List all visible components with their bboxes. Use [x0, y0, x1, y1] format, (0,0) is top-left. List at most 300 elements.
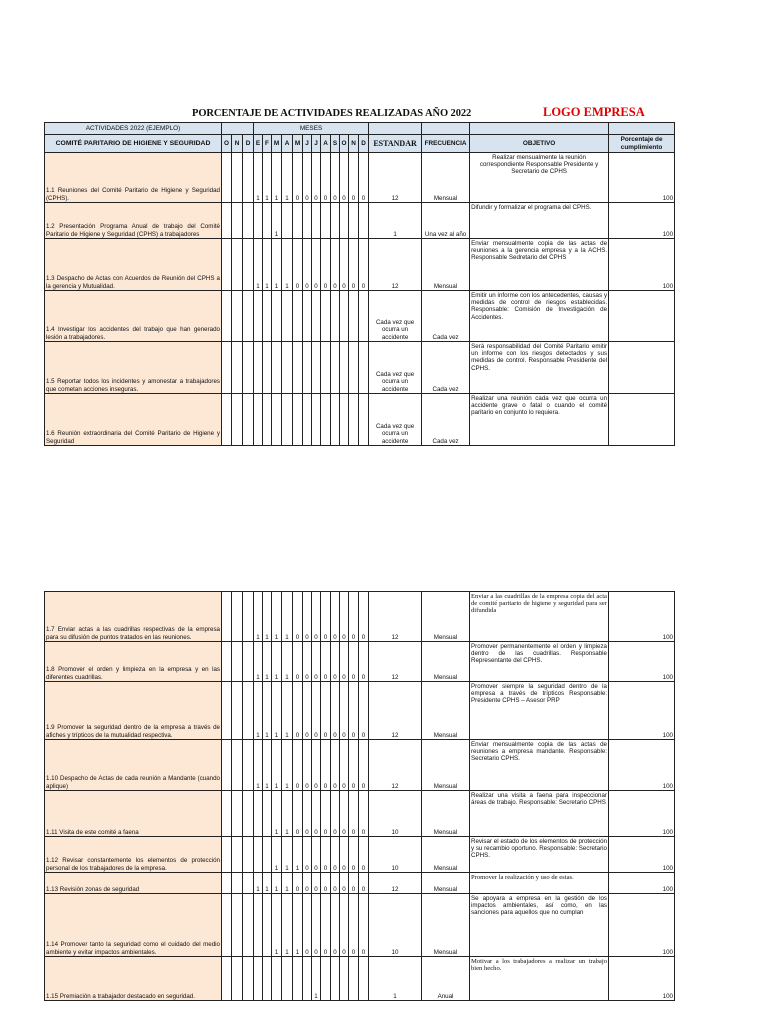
- month-cell: 1: [272, 153, 282, 203]
- table-row: [45, 203, 675, 239]
- month-cell: 0: [312, 894, 321, 957]
- objective-cell: Realizar una reunión cada vez que ocurra un accidente grave o fatal o cuando el comité paritario en conjunto lo requiera.: [470, 394, 609, 446]
- month-cell: 0: [293, 740, 303, 791]
- frequency-cell: Mensual: [422, 153, 470, 203]
- month-cell: 1: [272, 592, 282, 642]
- activity-cell: 1.6 Reunión extraordinaria del Comité Paritario de Higiene y Seguridad: [45, 394, 222, 446]
- table-row: [45, 153, 675, 203]
- month-cell: 0: [321, 791, 331, 837]
- standard-cell: 12: [369, 153, 422, 203]
- month-cell: [331, 394, 340, 446]
- frequency-cell: Mensual: [422, 894, 470, 957]
- month-cell: [243, 791, 254, 837]
- month-cell: 0: [293, 592, 303, 642]
- month-cell: 0: [340, 837, 349, 873]
- month-cell: 0: [303, 740, 312, 791]
- objective-cell: Difundir y formalizar el programa del CPHS.: [470, 203, 609, 239]
- month-cell: 1: [282, 153, 293, 203]
- table-row: [45, 682, 675, 740]
- objective-cell: Realizar mensualmente la reunión correspondiente Responsable Presidente y Secretario de CPHS: [470, 153, 609, 203]
- month-header: D: [243, 135, 254, 153]
- month-cell: 1: [263, 592, 272, 642]
- activities-year-header: ACTIVIDADES 2022 (EJEMPLO): [45, 123, 222, 135]
- month-cell: 1: [282, 894, 293, 957]
- month-cell: [232, 239, 243, 291]
- month-cell: [293, 957, 303, 1001]
- objective-cell: Realizar una visita a faena para inspeccionar áreas de trabajo. Responsable: Secretario CPHS: [470, 791, 609, 837]
- objective-cell: Promover la realización y uso de estas.: [470, 873, 609, 894]
- month-cell: 0: [312, 592, 321, 642]
- month-cell: 0: [340, 642, 349, 682]
- standard-cell: Cada vez que ocurra un accidente: [369, 394, 422, 446]
- month-cell: 1: [272, 740, 282, 791]
- month-cell: [254, 791, 263, 837]
- month-cell: [321, 342, 331, 394]
- month-cell: [232, 682, 243, 740]
- percent-cell: [609, 342, 675, 394]
- activities-table-page1: [44, 122, 675, 446]
- frequency-cell: Cada vez: [422, 342, 470, 394]
- month-cell: 1: [263, 682, 272, 740]
- month-cell: [222, 153, 232, 203]
- frequency-cell: Mensual: [422, 642, 470, 682]
- month-cell: [349, 203, 359, 239]
- month-cell: [243, 873, 254, 894]
- month-cell: [232, 873, 243, 894]
- activity-cell: 1.14 Promover tanto la seguridad como el cuidado del medio ambiente y evitar impactos ambientales.: [45, 894, 222, 957]
- month-cell: 0: [349, 894, 359, 957]
- month-cell: 0: [321, 837, 331, 873]
- month-cell: 1: [282, 682, 293, 740]
- month-cell: [243, 894, 254, 957]
- month-cell: 0: [303, 791, 312, 837]
- month-cell: 1: [254, 682, 263, 740]
- month-cell: [263, 837, 272, 873]
- logo-placeholder: LOGO EMPRESA: [543, 105, 645, 119]
- month-cell: [263, 394, 272, 446]
- month-cell: 0: [340, 153, 349, 203]
- month-cell: [331, 203, 340, 239]
- month-cell: [331, 291, 340, 342]
- month-cell: 0: [340, 791, 349, 837]
- month-cell: [359, 291, 369, 342]
- activity-cell: 1.12 Revisar constantemente los elementos de protección personal de los trabajadores de la empresa.: [45, 837, 222, 873]
- month-cell: 0: [303, 894, 312, 957]
- table-row: [45, 791, 675, 837]
- month-cell: [263, 291, 272, 342]
- month-cell: 0: [340, 740, 349, 791]
- month-cell: [263, 791, 272, 837]
- month-cell: 1: [263, 873, 272, 894]
- month-cell: [349, 394, 359, 446]
- month-cell: [222, 957, 232, 1001]
- month-cell: 0: [312, 791, 321, 837]
- month-cell: [243, 592, 254, 642]
- standard-cell: Cada vez que ocurra un accidente: [369, 291, 422, 342]
- month-cell: [340, 394, 349, 446]
- activity-cell: 1.7 Enviar actas a las cuadrillas respectivas de la empresa para su difusión de puntos tratados en las reuniones.: [45, 592, 222, 642]
- month-cell: [312, 394, 321, 446]
- table-row: [45, 592, 675, 642]
- month-cell: 0: [312, 740, 321, 791]
- percent-cell: 100: [609, 239, 675, 291]
- month-cell: [349, 957, 359, 1001]
- month-cell: 0: [331, 894, 340, 957]
- month-cell: 1: [254, 642, 263, 682]
- month-cell: [303, 957, 312, 1001]
- month-cell: [303, 394, 312, 446]
- month-header: S: [331, 135, 340, 153]
- month-cell: [254, 203, 263, 239]
- month-cell: 1: [282, 837, 293, 873]
- month-cell: 0: [312, 873, 321, 894]
- month-cell: [222, 837, 232, 873]
- objective-cell: Promover siempre la seguridad dentro de la empresa a través de trípticos Responsable: Presidente CPHS – Asesor PRP: [470, 682, 609, 740]
- month-header: N: [232, 135, 243, 153]
- month-cell: [321, 203, 331, 239]
- month-cell: [272, 342, 282, 394]
- month-cell: 0: [340, 682, 349, 740]
- standard-cell: 12: [369, 642, 422, 682]
- table-row: [45, 740, 675, 791]
- month-cell: [222, 894, 232, 957]
- month-cell: [282, 342, 293, 394]
- month-cell: [263, 957, 272, 1001]
- month-header: O: [340, 135, 349, 153]
- month-cell: 0: [321, 894, 331, 957]
- objective-cell: Enviar a las cuadrillas de la empresa copia del acta de comité paritario de higiene y seguridad para ser difundida: [470, 592, 609, 642]
- month-cell: 0: [321, 642, 331, 682]
- month-cell: [263, 203, 272, 239]
- month-cell: [222, 239, 232, 291]
- months-header: MESES: [254, 123, 369, 135]
- activity-cell: 1.11 Visita de este comité a faena: [45, 791, 222, 837]
- month-cell: [293, 203, 303, 239]
- month-cell: [282, 203, 293, 239]
- month-cell: [340, 957, 349, 1001]
- standard-cell: Cada vez que ocurra un accidente: [369, 342, 422, 394]
- frequency-cell: Mensual: [422, 740, 470, 791]
- month-cell: [282, 394, 293, 446]
- activity-cell: 1.1 Reuniones del Comité Paritario de Higiene y Seguridad (CPHS).: [45, 153, 222, 203]
- month-cell: [232, 837, 243, 873]
- month-cell: 1: [282, 791, 293, 837]
- frequency-cell: Mensual: [422, 592, 470, 642]
- objective-cell: Se apoyara a empresa en la gestión de los impactos ambientales, así como, en las sanciones para aquellos que no cumplan: [470, 894, 609, 957]
- month-cell: 0: [331, 682, 340, 740]
- standard-cell: 1: [369, 957, 422, 1001]
- month-cell: [232, 394, 243, 446]
- month-cell: 1: [282, 740, 293, 791]
- percentage-header: Porcentaje de cumplimiento: [609, 135, 675, 153]
- month-cell: [243, 153, 254, 203]
- month-cell: [254, 342, 263, 394]
- month-cell: 1: [254, 873, 263, 894]
- month-cell: [232, 153, 243, 203]
- month-header: M: [272, 135, 282, 153]
- month-cell: 1: [263, 740, 272, 791]
- month-cell: 1: [282, 239, 293, 291]
- month-cell: [254, 291, 263, 342]
- month-cell: [272, 291, 282, 342]
- month-cell: [232, 291, 243, 342]
- month-cell: 1: [282, 642, 293, 682]
- month-cell: [243, 291, 254, 342]
- month-cell: 0: [359, 873, 369, 894]
- month-cell: 0: [340, 239, 349, 291]
- month-cell: 0: [303, 239, 312, 291]
- table-row: [45, 642, 675, 682]
- activity-cell: 1.9 Promover la seguridad dentro de la empresa a través de afiches y trípticos de la mutualidad respectiva.: [45, 682, 222, 740]
- objective-cell: Revisar el estado de los elementos de protección y su recambio oportuno. Responsable: Secretario CPHS.: [470, 837, 609, 873]
- month-cell: 0: [359, 153, 369, 203]
- month-cell: 1: [282, 873, 293, 894]
- month-cell: 0: [349, 873, 359, 894]
- standard-cell: 1: [369, 203, 422, 239]
- month-cell: 0: [359, 239, 369, 291]
- month-cell: 0: [312, 153, 321, 203]
- month-cell: 1: [272, 837, 282, 873]
- month-cell: 0: [359, 837, 369, 873]
- month-cell: [359, 957, 369, 1001]
- month-cell: 0: [293, 791, 303, 837]
- percent-cell: 100: [609, 837, 675, 873]
- standard-cell: 12: [369, 592, 422, 642]
- month-cell: [303, 291, 312, 342]
- month-cell: 0: [349, 642, 359, 682]
- committee-header: COMITÉ PARITARIO DE HIGIENE Y SEGURIDAD: [45, 135, 222, 153]
- table-row: [45, 894, 675, 957]
- table-row: [45, 957, 675, 1001]
- month-cell: [340, 203, 349, 239]
- month-cell: 0: [349, 791, 359, 837]
- activity-cell: 1.10 Despacho de Actas de cada reunión a Mandante (cuando aplique): [45, 740, 222, 791]
- month-cell: [254, 837, 263, 873]
- month-cell: [359, 203, 369, 239]
- month-cell: 0: [349, 837, 359, 873]
- activity-cell: 1.5 Reportar todos los incidentes y amonestar a trabajadores que cometan acciones inseguras.: [45, 342, 222, 394]
- month-header: O: [222, 135, 232, 153]
- month-cell: [243, 740, 254, 791]
- month-cell: 0: [331, 740, 340, 791]
- month-cell: 0: [349, 682, 359, 740]
- month-header: A: [321, 135, 331, 153]
- month-cell: 1: [272, 239, 282, 291]
- month-cell: [331, 342, 340, 394]
- month-cell: 0: [359, 791, 369, 837]
- month-cell: 0: [303, 153, 312, 203]
- month-cell: 0: [331, 239, 340, 291]
- frequency-cell: Mensual: [422, 239, 470, 291]
- month-cell: [232, 642, 243, 682]
- standard-cell: 10: [369, 837, 422, 873]
- month-cell: [222, 791, 232, 837]
- month-cell: 0: [340, 894, 349, 957]
- frequency-cell: Mensual: [422, 791, 470, 837]
- month-cell: [312, 342, 321, 394]
- percent-cell: 100: [609, 203, 675, 239]
- month-cell: 0: [359, 682, 369, 740]
- month-cell: 0: [349, 740, 359, 791]
- month-cell: 0: [303, 873, 312, 894]
- month-cell: [321, 394, 331, 446]
- frequency-cell: Cada vez: [422, 291, 470, 342]
- standard-header: ESTANDAR: [369, 135, 422, 153]
- month-cell: [222, 203, 232, 239]
- frequency-cell: Cada vez: [422, 394, 470, 446]
- month-cell: [349, 342, 359, 394]
- month-cell: 1: [272, 203, 282, 239]
- month-cell: [222, 740, 232, 791]
- month-cell: [243, 342, 254, 394]
- percent-cell: [609, 291, 675, 342]
- month-cell: 0: [312, 837, 321, 873]
- month-header: J: [303, 135, 312, 153]
- percent-cell: 100: [609, 873, 675, 894]
- month-cell: 0: [321, 682, 331, 740]
- month-cell: 0: [303, 642, 312, 682]
- month-cell: [254, 957, 263, 1001]
- frequency-cell: Mensual: [422, 873, 470, 894]
- month-cell: [321, 957, 331, 1001]
- month-header: E: [254, 135, 263, 153]
- table-row: [45, 291, 675, 342]
- month-cell: 0: [340, 592, 349, 642]
- month-cell: 1: [263, 642, 272, 682]
- month-cell: [359, 342, 369, 394]
- month-cell: 0: [321, 740, 331, 791]
- activity-cell: 1.2 Presentación Programa Anual de trabajo del Comité Paritario de Higiene y Seguridad (CPHS) a trabajadores: [45, 203, 222, 239]
- month-cell: [222, 682, 232, 740]
- standard-cell: 12: [369, 682, 422, 740]
- month-cell: [222, 873, 232, 894]
- month-cell: 0: [359, 894, 369, 957]
- month-cell: 1: [254, 592, 263, 642]
- month-cell: 0: [293, 153, 303, 203]
- month-cell: 0: [331, 592, 340, 642]
- month-cell: [331, 957, 340, 1001]
- month-cell: [293, 342, 303, 394]
- month-header: A: [282, 135, 293, 153]
- frequency-cell: Mensual: [422, 837, 470, 873]
- month-cell: 1: [272, 642, 282, 682]
- table-row: [45, 342, 675, 394]
- month-cell: [349, 291, 359, 342]
- table-row: [45, 239, 675, 291]
- month-cell: 0: [331, 153, 340, 203]
- objective-cell: Enviar mensualmente copia de las actas de reuniones a empresa mandante. Responsable: Secretario CPHS.: [470, 740, 609, 791]
- percent-cell: 100: [609, 791, 675, 837]
- month-cell: [254, 394, 263, 446]
- month-header: D: [359, 135, 369, 153]
- month-cell: [243, 394, 254, 446]
- month-cell: [222, 342, 232, 394]
- month-cell: [232, 592, 243, 642]
- month-cell: [303, 203, 312, 239]
- table-row: [45, 873, 675, 894]
- month-cell: 1: [282, 592, 293, 642]
- month-cell: [263, 894, 272, 957]
- month-cell: [340, 342, 349, 394]
- month-header: J: [312, 135, 321, 153]
- month-cell: 0: [331, 873, 340, 894]
- month-cell: 0: [321, 153, 331, 203]
- percent-cell: 100: [609, 957, 675, 1001]
- objective-cell: Promover permanentemente el orden y limpieza dentro de las cuadrillas. Responsable Representante del CPHS.: [470, 642, 609, 682]
- month-cell: [243, 642, 254, 682]
- month-cell: 1: [254, 239, 263, 291]
- month-cell: 0: [331, 837, 340, 873]
- month-cell: 1: [263, 153, 272, 203]
- month-cell: [293, 394, 303, 446]
- month-cell: 0: [312, 682, 321, 740]
- month-cell: [232, 342, 243, 394]
- standard-cell: 12: [369, 740, 422, 791]
- month-cell: [232, 203, 243, 239]
- month-cell: [272, 394, 282, 446]
- objective-cell: Emitir un informe con los antecedentes, causas y medidas de control de riesgos establecidas. Responsable: Comisión de Investigación de Accidentes.: [470, 291, 609, 342]
- month-cell: 1: [293, 837, 303, 873]
- activity-cell: 1.8 Promover el orden y limpieza en la empresa y en las diferentes cuadrillas.: [45, 642, 222, 682]
- activities-table-page2: [44, 591, 675, 1001]
- month-cell: 1: [272, 894, 282, 957]
- objective-cell: Motivar a los trabajadores a realizar un trabajo bien hecho.: [470, 957, 609, 1001]
- month-cell: [359, 394, 369, 446]
- month-cell: [243, 239, 254, 291]
- month-cell: 1: [312, 957, 321, 1001]
- month-cell: 0: [359, 642, 369, 682]
- activity-cell: 1.15 Premiación a trabajador destacado en seguridad.: [45, 957, 222, 1001]
- month-cell: 0: [312, 239, 321, 291]
- month-cell: [282, 957, 293, 1001]
- month-cell: 0: [340, 873, 349, 894]
- frequency-cell: Una vez al año: [422, 203, 470, 239]
- percent-cell: 100: [609, 592, 675, 642]
- standard-cell: 10: [369, 791, 422, 837]
- month-cell: 0: [321, 873, 331, 894]
- month-cell: [272, 957, 282, 1001]
- month-cell: [222, 394, 232, 446]
- month-cell: [282, 291, 293, 342]
- month-cell: 0: [321, 592, 331, 642]
- table-row: [45, 837, 675, 873]
- month-header: M: [293, 135, 303, 153]
- month-cell: 0: [349, 592, 359, 642]
- table-row: [45, 394, 675, 446]
- month-cell: [340, 291, 349, 342]
- month-cell: [232, 791, 243, 837]
- percent-cell: 100: [609, 740, 675, 791]
- month-cell: [243, 203, 254, 239]
- month-cell: 0: [293, 239, 303, 291]
- month-cell: [293, 291, 303, 342]
- month-cell: [232, 957, 243, 1001]
- month-cell: 0: [321, 239, 331, 291]
- standard-cell: 12: [369, 239, 422, 291]
- month-header: N: [349, 135, 359, 153]
- month-cell: [312, 203, 321, 239]
- month-cell: [263, 342, 272, 394]
- frequency-cell: Anual: [422, 957, 470, 1001]
- objective-header: OBJETIVO: [470, 135, 609, 153]
- month-cell: 0: [359, 592, 369, 642]
- percent-cell: 100: [609, 682, 675, 740]
- month-cell: [222, 291, 232, 342]
- activity-cell: 1.4 Investigar los accidentes del trabajo que han generado lesión a trabajadores.: [45, 291, 222, 342]
- month-cell: [243, 682, 254, 740]
- month-cell: [254, 894, 263, 957]
- month-cell: 1: [272, 873, 282, 894]
